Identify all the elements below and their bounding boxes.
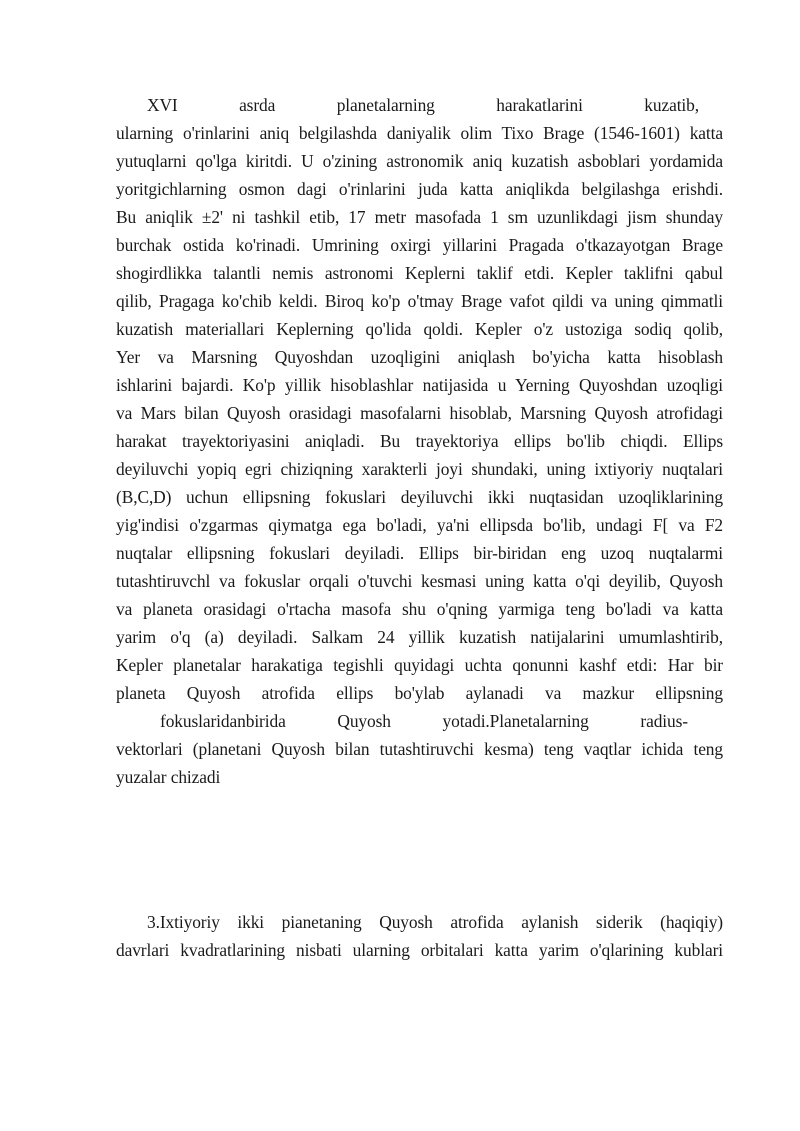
text-line: vektorlari (planetani Quyosh bilan tutashtiruvchi kesma) teng vaqtlar ichida teng bbox=[116, 739, 723, 759]
text-line: nuqtalar ellipsning fokuslari deyiladi. Ellips bir-biridan eng uzoq nuqtalarmi bbox=[116, 543, 723, 563]
text-line: shogirdlikka talantli nemis astronomi Keplerni taklif etdi. Kepler taklifni qabul bbox=[116, 263, 723, 283]
text-line: yuzalar chizadi bbox=[116, 767, 221, 787]
text-line: va planeta orasidagi o'rtacha masofa shu o'qning yarmiga teng bo'ladi va katta bbox=[116, 599, 723, 619]
text-line: fokuslaridanbirida Quyosh yotadi.Planetalarning radius- bbox=[160, 711, 688, 731]
text-line: tutashtiruvchl va fokuslar orqali o'tuvchi kesmasi uning katta o'qi deyilib, Quyosh bbox=[116, 571, 723, 591]
text-line: va Mars bilan Quyosh orasidagi masofalarni hisoblab, Marsning Quyosh atrofidagi bbox=[116, 403, 723, 423]
text-line: 3.Ixtiyoriy ikki pianetaning Quyosh atrofida aylanish siderik (haqiqiy) bbox=[147, 912, 723, 932]
text-line: ularning o'rinlarini aniq belgilashda daniyalik olim Tixo Brage (1546-1601) katta bbox=[116, 123, 723, 143]
text-line: davrlari kvadratlarining nisbati ularning orbitalari katta yarim o'qlarining kublari bbox=[116, 940, 723, 960]
text-line: yoritgichlarning osmon dagi o'rinlarini juda katta aniqlikda belgilashga erishdi. bbox=[116, 179, 723, 199]
text-line: yarim o'q (a) deyiladi. Salkam 24 yillik kuzatish natijalarini umumlashtirib, bbox=[116, 627, 723, 647]
text-line: yutuqlarni qo'lga kiritdi. U o'zining astronomik aniq kuzatish asboblari yordamida bbox=[116, 151, 723, 171]
text-line: deyiluvchi yopiq egri chiziqning xarakterli joyi shundaki, uning ixtiyoriy nuqtalari bbox=[116, 459, 723, 479]
text-line: Bu aniqlik ±2' ni tashkil etib, 17 metr masofada 1 sm uzunlikdagi jism shunday bbox=[116, 207, 723, 227]
text-line: yig'indisi o'zgarmas qiymatga ega bo'ladi, ya'ni ellipsda bo'lib, undagi F[ va F2 bbox=[116, 515, 723, 535]
text-line: qilib, Pragaga ko'chib keldi. Biroq ko'p o'tmay Brage vafot qildi va uning qimmatli bbox=[116, 291, 723, 311]
text-line: harakat trayektoriyasini aniqladi. Bu trayektoriya ellips bo'lib chiqdi. Ellips bbox=[116, 431, 723, 451]
text-line: XVI asrda planetalarning harakatlarini kuzatib, bbox=[147, 95, 699, 115]
text-line: kuzatish materiallari Keplerning qo'lida qoldi. Kepler o'z ustoziga sodiq qolib, bbox=[116, 319, 723, 339]
text-line: burchak ostida ko'rinadi. Umrining oxirgi yillarini Pragada o'tkazayotgan Brage bbox=[116, 235, 723, 255]
text-line: planeta Quyosh atrofida ellips bo'ylab aylanadi va mazkur ellipsning bbox=[116, 683, 723, 703]
text-line: (B,C,D) uchun ellipsning fokuslari deyiluvchi ikki nuqtasidan uzoqliklarining bbox=[116, 487, 723, 507]
text-line: ishlarini bajardi. Ko'p yillik hisoblashlar natijasida u Yerning Quyoshdan uzoqligi bbox=[116, 375, 723, 395]
text-line: Yer va Marsning Quyoshdan uzoqligini aniqlash bo'yicha katta hisoblash bbox=[116, 347, 723, 367]
text-line: Kepler planetalar harakatiga tegishli quyidagi uchta qonunni kashf etdi: Har bir bbox=[116, 655, 723, 675]
